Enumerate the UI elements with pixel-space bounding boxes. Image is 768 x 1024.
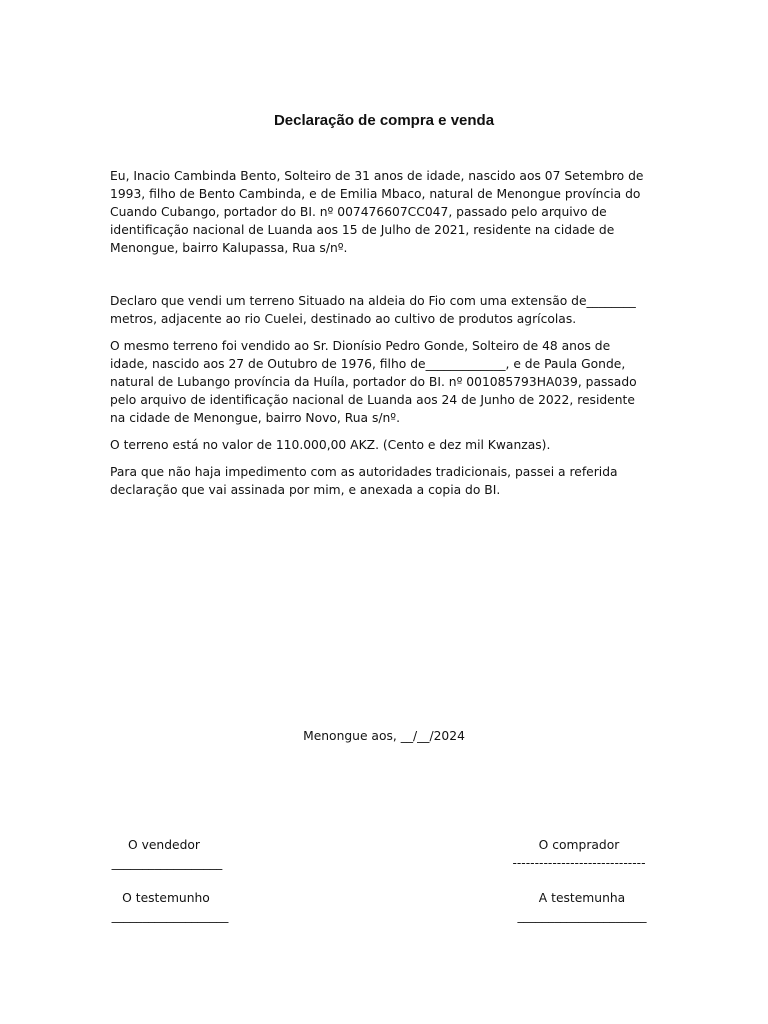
signature-line-witness-male: ___________________: [111, 909, 229, 923]
signature-line-witness-female: _____________________: [517, 909, 647, 923]
signature-block-witness-female: [513, 889, 651, 925]
signature-block-witness-male: [108, 889, 232, 925]
signature-label-witness-female: A testemunha: [538, 891, 626, 905]
paragraph-sale-declaration: Declaro que vendi um terreno Situado na aldeia do Fio com uma extensão de________ metros, adjacente ao rio Cuelei, destinado ao cultivo de produtos agrícolas.: [110, 294, 636, 326]
signature-label-seller: O vendedor: [128, 838, 200, 852]
paragraph-closing: Para que não haja impedimento com as autoridades tradicionais, passei a referida declaração que vai assinada por mim, e anexada a copia do BI.: [110, 465, 618, 497]
paragraph-seller-identity: Eu, Inacio Cambinda Bento, Solteiro de 31 anos de idade, nascido aos 07 Setembro de 1993, filho de Bento Cambinda, e de Emilia Mbaco, natural de Menongue província do Cuando Cubango, portador do BI. nº 007476607CC047, passado pelo arquivo de identificação nacional de Luanda aos 15 de Julho de 2021, residente na cidade de Menongue, bairro Kalupassa, Rua s/nº.: [110, 169, 644, 255]
date-line: Menongue aos, __/__/2024: [303, 729, 465, 743]
signature-block-seller: [108, 836, 226, 872]
signature-label-witness-male: O testemunho: [122, 891, 210, 905]
signature-line-buyer: ------------------------------: [512, 856, 646, 870]
document-title: Declaração de compra e venda: [273, 112, 495, 129]
paragraph-price: O terreno está no valor de 110.000,00 AKZ. (Cento e dez mil Kwanzas).: [110, 438, 551, 452]
signature-label-buyer: O comprador: [538, 838, 620, 852]
paragraph-buyer-identity: O mesmo terreno foi vendido ao Sr. Dionísio Pedro Gonde, Solteiro de 48 anos de idade, nascido aos 27 de Outubro de 1976, filho de_____________, e de Paula Gonde, natural de Lubango província da Huíla, portador do BI. nº 001085793HA039, passado pelo arquivo de identificação nacional de Luanda aos 24 de Junho de 2022, residente na cidade de Menongue, bairro Novo, Rua s/nº.: [110, 339, 637, 425]
signature-block-buyer: [512, 836, 646, 872]
signature-line-seller: __________________: [111, 856, 223, 870]
